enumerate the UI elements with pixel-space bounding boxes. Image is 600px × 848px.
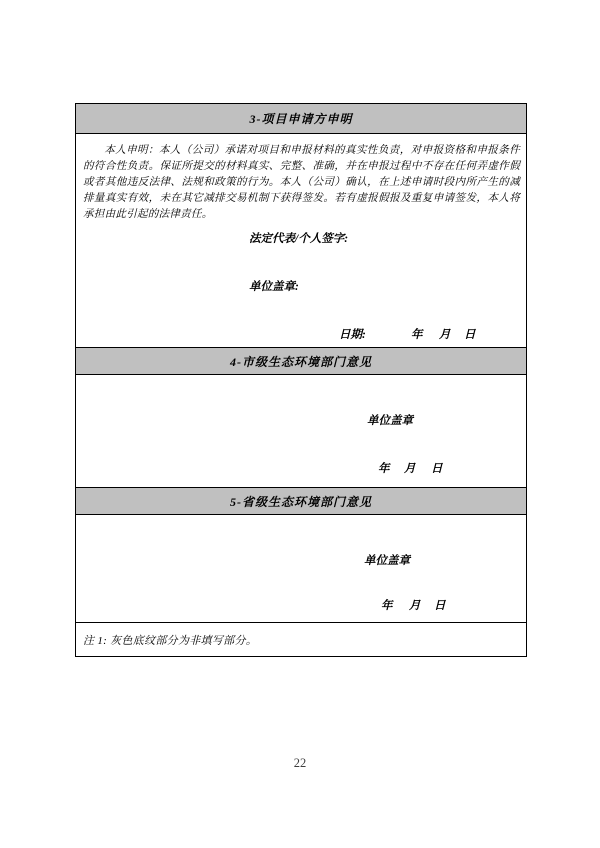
month-label: 月	[439, 329, 451, 341]
note-text: 注 1: 灰色底纹部分为非填写部分。	[83, 635, 258, 647]
application-form-table	[75, 103, 527, 657]
declaration-text: 本人申明：本人（公司）承诺对项目和申报材料的真实性负责，对申报资格和申报条件的符合性负责。保证所提交的材料真实、完整、准确，并在申报过程中不存在任何弄虚作假或者其他违反法律、法规和政策的行为。本人（公司）确认，在上述申请时段内所产生的减排量真实有效，未在其它减排交易机制下获得签发。若有虚报假报及重复申请签发，本人将承担由此引起的法律责任。	[83, 145, 520, 220]
section4-title: 4-市级生态环境部门意见	[230, 354, 372, 369]
month-label: 月	[409, 600, 421, 612]
day-label: 日	[464, 329, 476, 341]
date-label: 日期:	[339, 329, 366, 341]
year-label: 年	[411, 329, 423, 341]
seal-label: 单位盖章	[367, 415, 413, 427]
note-row	[76, 623, 526, 656]
page-number: 22	[293, 756, 307, 770]
section3-body-cell	[76, 134, 526, 348]
section4-header-row	[76, 348, 526, 375]
section5-header-row	[76, 488, 526, 515]
section5-title: 5-省级生态环境部门意见	[230, 494, 372, 509]
day-label: 日	[431, 463, 443, 475]
section5-body-cell	[76, 515, 526, 623]
year-label: 年	[378, 463, 390, 475]
section3-header-row	[76, 104, 526, 134]
year-label: 年	[381, 600, 393, 612]
signature-label: 法定代表/个人签字:	[249, 233, 349, 245]
section3-title: 3-项目申请方申明	[249, 112, 353, 126]
section4-body-cell	[76, 375, 526, 488]
seal-label: 单位盖章:	[249, 281, 299, 293]
day-label: 日	[434, 600, 446, 612]
seal-label: 单位盖章	[364, 555, 410, 567]
month-label: 月	[404, 463, 416, 475]
